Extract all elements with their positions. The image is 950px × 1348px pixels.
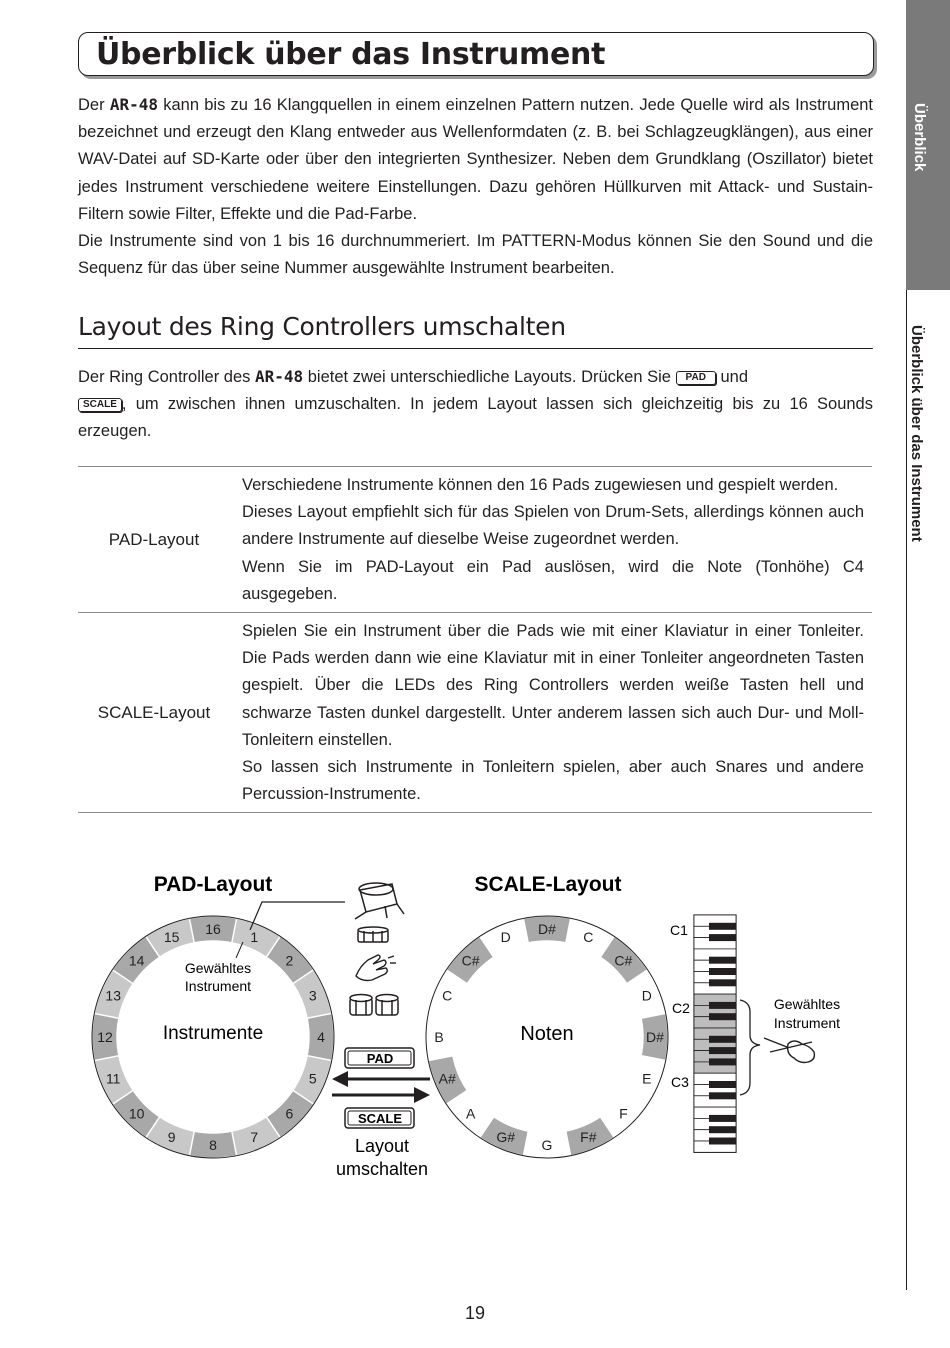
pad-ring-segment-label: 2	[285, 952, 294, 969]
scale-ring-segment-label: E	[642, 1070, 652, 1087]
keyboard-range-bracket	[740, 1000, 760, 1095]
black-key	[709, 1058, 736, 1065]
row-text-pad	[234, 467, 872, 613]
intro-text-start: Der	[78, 96, 110, 114]
scale-ring-segment-label: C	[442, 987, 453, 1004]
row-line: Dieses Layout empfiehlt sich für das Spielen von Drum-Sets, allerdings können auch andere Instrumente auf dieselbe Weise zugeordnet werden.	[242, 503, 864, 549]
intro-paragraph-2: Die Instrumente sind von 1 bis 16 durchnummeriert. Im PATTERN-Modus können Sie den Sound und die Sequenz für das über seine Nummer ausgewählte Instrument bearbeiten.	[78, 232, 873, 278]
row-line: Wenn Sie im PAD-Layout ein Pad auslösen, wird die Note (Tonhöhe) C4 ausgegeben.	[242, 557, 864, 603]
pad-ring-segment-label: 9	[167, 1128, 176, 1145]
black-key	[709, 1036, 736, 1043]
pad-ring-segment-label: 8	[209, 1137, 217, 1153]
page-number: 19	[464, 1303, 486, 1323]
pad-ring-segment-label: 6	[285, 1105, 294, 1122]
intro-text	[78, 91, 873, 282]
section-intro-start: Der Ring Controller des	[78, 368, 255, 386]
scale-key: SCALE	[78, 398, 122, 412]
scale-ring-segment-label: F#	[580, 1128, 597, 1145]
black-key	[709, 1013, 736, 1020]
ring-controller-diagram	[0, 860, 900, 1190]
scale-ring-segment-label: A	[465, 1105, 476, 1122]
row-label-scale: SCALE-Layout	[78, 613, 234, 813]
scale-ring-segment-label: C#	[461, 952, 480, 969]
black-key	[709, 934, 736, 941]
pad-ring-segment-label: 14	[128, 952, 145, 969]
scale-ring-segment-label: F	[619, 1105, 628, 1122]
pad-ring-segment-label: 13	[105, 987, 122, 1004]
pad-ring-segment-label: 10	[128, 1105, 145, 1122]
section-title: Layout des Ring Controllers umschalten	[78, 310, 873, 349]
row-line: So lassen sich Instrumente in Tonleitern spielen, aber auch Snares und andere Percussion-Instrumente.	[242, 758, 864, 804]
black-key	[709, 923, 736, 930]
switch-label-line2: umschalten	[335, 1159, 429, 1179]
scale-ring-segment-label: D#	[646, 1029, 664, 1045]
brand-name: AR-48	[109, 95, 158, 114]
black-key	[709, 1002, 736, 1009]
scale-ring-segment-label: B	[434, 1029, 444, 1045]
octave-label-c2: C2	[672, 1000, 690, 1016]
section-intro	[78, 363, 873, 446]
instrument-leader-line	[250, 902, 345, 930]
black-key	[709, 979, 736, 986]
scale-ring-segment-label: D	[500, 929, 511, 946]
row-label-pad: PAD-Layout	[78, 467, 234, 613]
scale-ring-segment-label: G#	[496, 1128, 516, 1145]
scale-ring-segment-label: C#	[614, 952, 633, 969]
side-tab-instrument-label: Überblick über das Instrument	[908, 325, 925, 542]
pad-ring-segment-label: 12	[97, 1029, 113, 1045]
black-key	[709, 957, 736, 964]
pad-button-label: PAD	[366, 1051, 394, 1066]
intro-text-rest: kann bis zu 16 Klangquellen in einem einzelnen Pattern nutzen. Jede Quelle wird als Instrument bezeichnet und erzeugt den Klang entweder aus Wellenformdaten (z. B. bei Schlagzeugklängen), aus einer WAV-Datei auf SD-Karte oder über den integrierten Synthesizer. Neben dem Grundklang (Oszillator) bietet jedes Instrument verschiedene weitere Einstellungen. Dazu gehören Hüllkurven mit Attack- und Sustain-Filtern sowie Filter, Effekte und die Pad-Farbe.	[78, 96, 874, 223]
section-intro-mid: bietet zwei unterschiedliche Layouts. Drücken Sie	[303, 368, 676, 386]
scale-center-label: Noten	[520, 1023, 574, 1045]
pad-layout-title: PAD-Layout	[153, 873, 273, 896]
pad-key: PAD	[676, 371, 716, 385]
snare-drum-icon	[358, 927, 388, 942]
side-tab-overview-label: Überblick	[911, 103, 928, 172]
black-key	[709, 1115, 736, 1122]
pad-ring-segment-label: 11	[105, 1070, 121, 1087]
black-key	[709, 1138, 736, 1145]
pad-ring-segment-label: 1	[250, 929, 259, 946]
intro-paragraph-1	[78, 91, 873, 228]
pad-ring-segment-label: 15	[163, 929, 180, 946]
scale-button-label: SCALE	[357, 1111, 403, 1126]
page-title: Überblick über das Instrument	[96, 37, 606, 72]
scale-ring-segment-label: G	[541, 1137, 553, 1153]
pad-ring-segment-label: 3	[308, 987, 317, 1004]
pad-button	[345, 1048, 414, 1068]
violin-icon	[764, 1038, 814, 1063]
hand-clap-icon	[356, 955, 396, 981]
switch-left-arrow	[332, 1071, 430, 1087]
row-line: Spielen Sie ein Instrument über die Pads wie mit einer Klaviatur in einer Tonleiter. Die Pads werden dann wie eine Klaviatur mit in einer Tonleiter angeordneten Tasten gespielt. Über die LEDs des Ring Controllers werden weiße Tasten hell und schwarze Tasten dunkel dargestellt. Unter anderem lassen sich auch Dur- und Moll-Tonleitern einstellen.	[242, 622, 864, 749]
black-key	[709, 1092, 736, 1099]
pad-ring-segment-label: 7	[250, 1128, 259, 1145]
section-intro-end: , um zwischen ihnen umzuschalten. In jedem Layout lassen sich gleichzeitig bis zu 16 Sounds erzeugen.	[78, 395, 873, 441]
scale-ring-segment-label: A#	[438, 1070, 456, 1087]
black-key	[709, 968, 736, 975]
switch-label-line1: Layout	[354, 1136, 410, 1156]
toms-icon	[350, 995, 398, 1016]
scale-button	[345, 1108, 414, 1128]
page-title-box	[78, 32, 874, 76]
pad-center-label: Instrumente	[162, 1023, 264, 1044]
black-key	[709, 1047, 736, 1054]
switch-right-arrow	[332, 1087, 430, 1103]
layout-table	[78, 466, 872, 813]
pad-ring-segment-label: 5	[308, 1070, 317, 1087]
scale-layout-title: SCALE-Layout	[474, 873, 622, 896]
table-row	[78, 613, 872, 813]
scale-ring-segment-label: D	[641, 987, 652, 1004]
brand-name-2: AR-48	[255, 367, 304, 386]
pad-ring-segment-label: 4	[317, 1029, 325, 1045]
black-key	[709, 1126, 736, 1133]
table-row	[78, 467, 872, 613]
piano-keyboard	[694, 915, 736, 1152]
keyboard-selected-label: Instrument	[773, 1015, 841, 1031]
drum-kit-icon	[355, 883, 404, 919]
pad-selected-label: Instrument	[184, 978, 252, 994]
section-intro-and: und	[715, 368, 749, 386]
black-key	[709, 1081, 736, 1088]
scale-ring-segment-label: C	[583, 929, 594, 946]
octave-label-c3: C3	[671, 1074, 689, 1090]
octave-label-c1: C1	[670, 922, 688, 938]
row-text-scale	[234, 613, 872, 813]
keyboard-selected-label: Gewähltes	[773, 996, 841, 1012]
row-line: Verschiedene Instrumente können den 16 Pads zugewiesen und gespielt werden.	[242, 476, 839, 494]
scale-ring-segment-label: D#	[538, 921, 556, 937]
pad-selected-label: Gewähltes	[184, 960, 252, 976]
pad-ring-segment-label: 16	[205, 921, 221, 937]
